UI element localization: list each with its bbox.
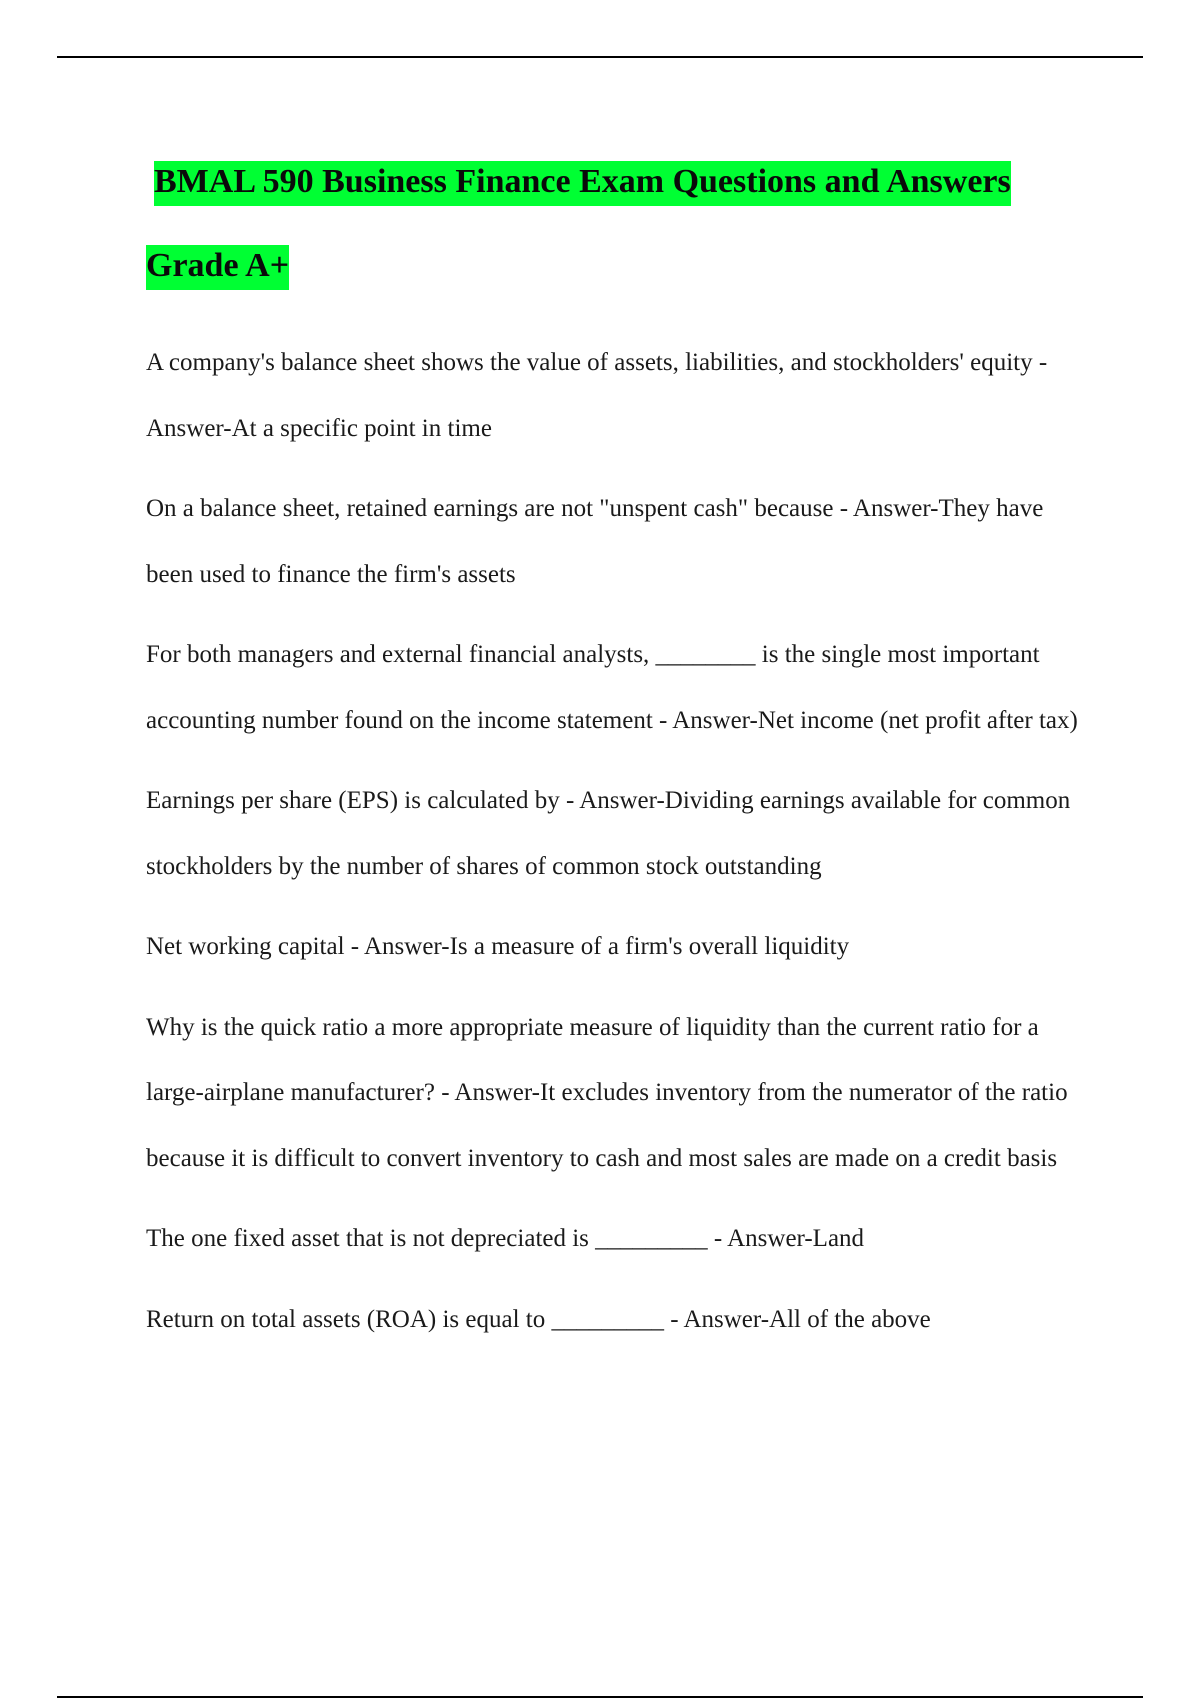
top-rule — [57, 56, 1143, 58]
qa-item: Net working capital - Answer-Is a measure of a firm's overall liquidity — [146, 933, 850, 960]
document-title — [146, 140, 1096, 308]
title-line-2: Grade A+ — [146, 245, 289, 290]
bottom-rule — [57, 1696, 1143, 1698]
document-body — [146, 140, 1096, 1367]
title-line-1: BMAL 590 Business Finance Exam Questions and Answers — [154, 161, 1011, 206]
qa-item: Earnings per share (EPS) is calculated by - Answer-Dividing earnings available for common stockholders by the number of shares of common stock outstanding — [146, 787, 1071, 880]
qa-item: The one fixed asset that is not depreciated is _________ - Answer-Land — [146, 1225, 865, 1252]
qa-item: A company's balance sheet shows the value of assets, liabilities, and stockholders' equity - Answer-At a specific point in time — [146, 349, 1048, 442]
qa-item: On a balance sheet, retained earnings are not "unspent cash" because - Answer-They have been used to finance the firm's assets — [146, 495, 1044, 588]
qa-item: For both managers and external financial analysts, ________ is the single most important accounting number found on the income statement - Answer-Net income (net profit after tax) — [146, 641, 1078, 734]
qa-item: Return on total assets (ROA) is equal to _________ - Answer-All of the above — [146, 1305, 931, 1333]
qa-item: Why is the quick ratio a more appropriate measure of liquidity than the current ratio for a large-airplane manufacturer? - Answer-It excludes inventory from the numerator of the ratio because it is difficult to convert inventory to cash and most sales are made on a credit basis — [146, 1013, 1068, 1172]
qa-list — [146, 330, 1096, 1352]
